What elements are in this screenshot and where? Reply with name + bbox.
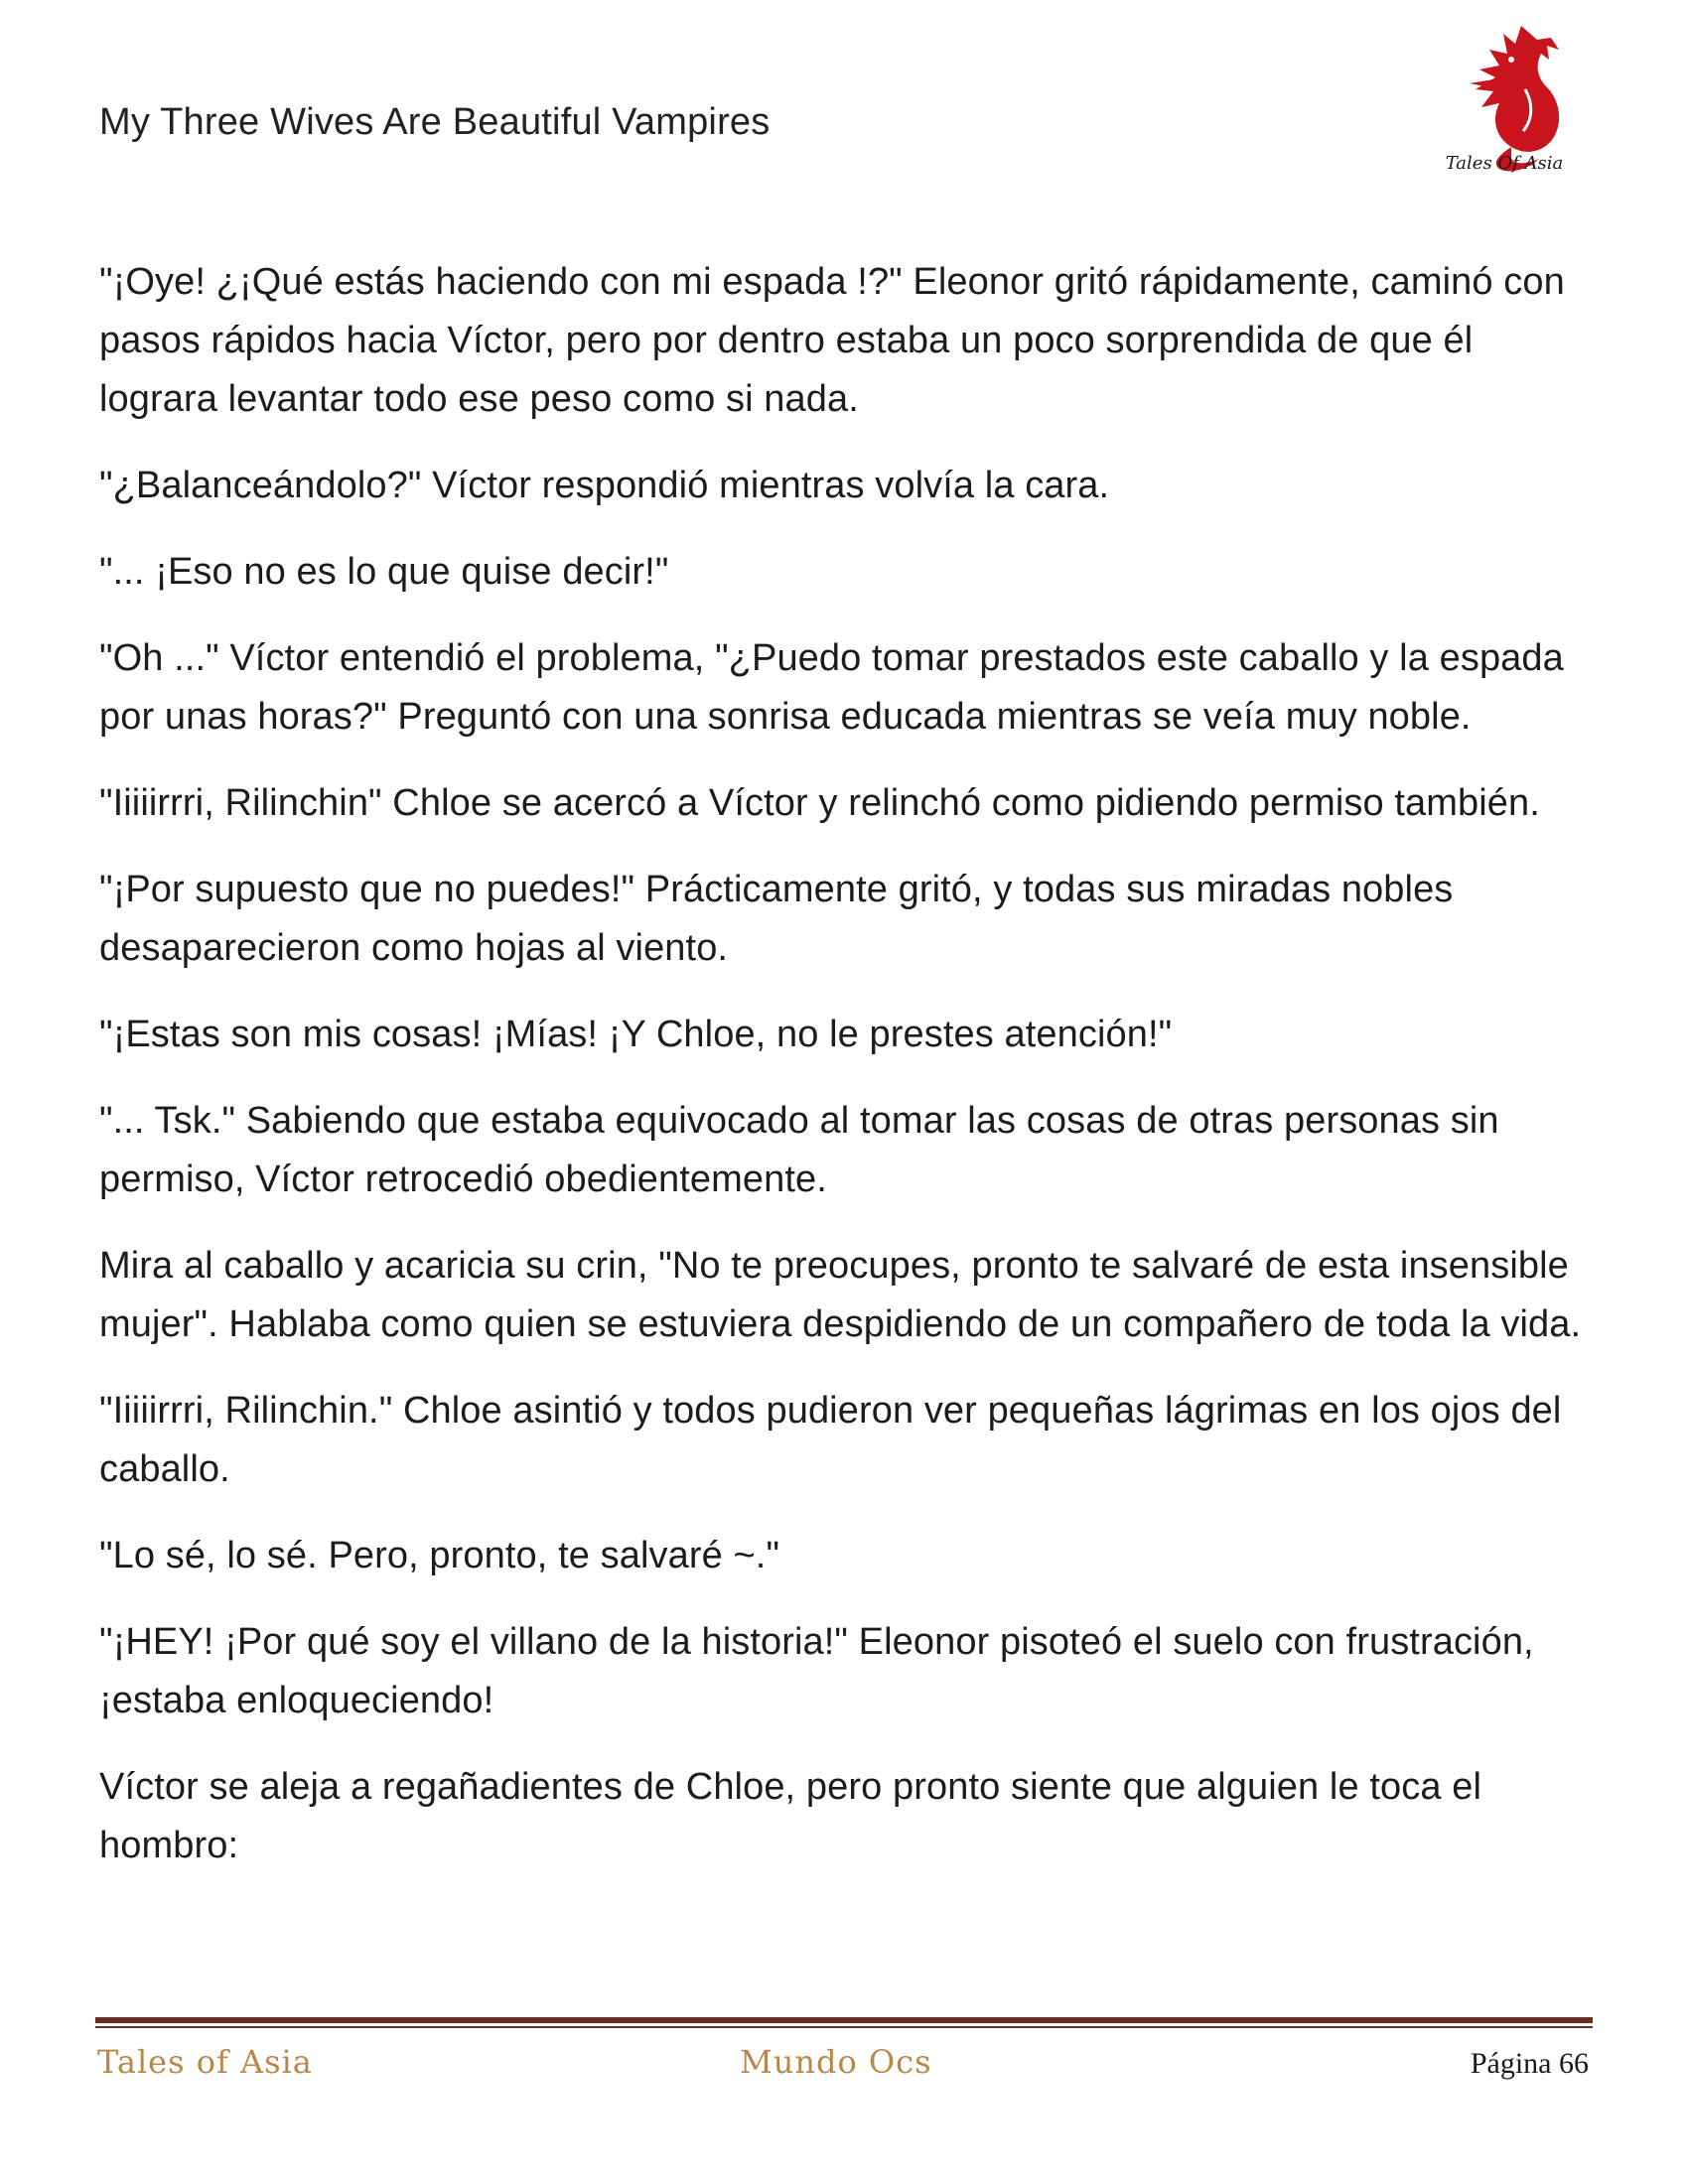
- paragraph: "¡Estas son mis cosas! ¡Mías! ¡Y Chloe, no le prestes atención!": [99, 1014, 1173, 1055]
- footer-divider-thin: [95, 2026, 1593, 2028]
- paragraph: "... Tsk." Sabiendo que estaba equivocado al tomar las cosas de otras personas sin permiso, Víctor retrocedió obedientemente.: [99, 1100, 1499, 1200]
- paragraph: Víctor se aleja a regañadientes de Chloe, pero pronto siente que alguien le toca el hombro:: [99, 1766, 1482, 1866]
- paragraph: "¡Oye! ¿¡Qué estás haciendo con mi espada !?" Eleonor gritó rápidamente, caminó con pasos rápidos hacia Víctor, pero por dentro estaba un poco sorprendida de que él lograra levantar todo ese peso como si nada.: [99, 261, 1565, 420]
- paragraph: Mira al caballo y acaricia su crin, "No te preocupes, pronto te salvaré de esta insensible mujer". Hablaba como quien se estuviera despidiendo de un compañero de toda la vida.: [99, 1245, 1582, 1345]
- document-body: [99, 253, 1589, 1903]
- paragraph: "Iiiiirrri, Rilinchin" Chloe se acercó a Víctor y relinchó como pidiendo permiso también.: [99, 782, 1540, 824]
- paragraph: "... ¡Eso no es lo que quise decir!": [99, 551, 669, 593]
- footer-divider: [95, 2017, 1593, 2023]
- paragraph: "Lo sé, lo sé. Pero, pronto, te salvaré ~.": [99, 1535, 780, 1576]
- paragraph: "¿Balanceándolo?" Víctor respondió mientras volvía la cara.: [99, 465, 1110, 506]
- logo-text: Tales Of Asia: [1445, 153, 1564, 174]
- paragraph: "¡Por supuesto que no puedes!" Prácticamente gritó, y todas sus miradas nobles desaparecieron como hojas al viento.: [99, 869, 1454, 969]
- paragraph: "¡HEY! ¡Por qué soy el villano de la historia!" Eleonor pisoteó el suelo con frustración, ¡estaba enloqueciendo!: [99, 1621, 1534, 1721]
- footer-publisher: Tales of Asia: [97, 2043, 313, 2081]
- footer-site: Mundo Ocs: [740, 2043, 932, 2081]
- paragraph: "Oh ..." Víctor entendió el problema, "¿Puedo tomar prestados este caballo y la espada por unas horas?" Preguntó con una sonrisa educada mientras se veía muy noble.: [99, 637, 1564, 738]
- document-title: My Three Wives Are Beautiful Vampires: [99, 101, 771, 143]
- page-number: Página 66: [1470, 2047, 1589, 2080]
- paragraph: "Iiiiirrri, Rilinchin." Chloe asintió y todos pudieron ver pequeñas lágrimas en los ojos del caballo.: [99, 1390, 1562, 1490]
